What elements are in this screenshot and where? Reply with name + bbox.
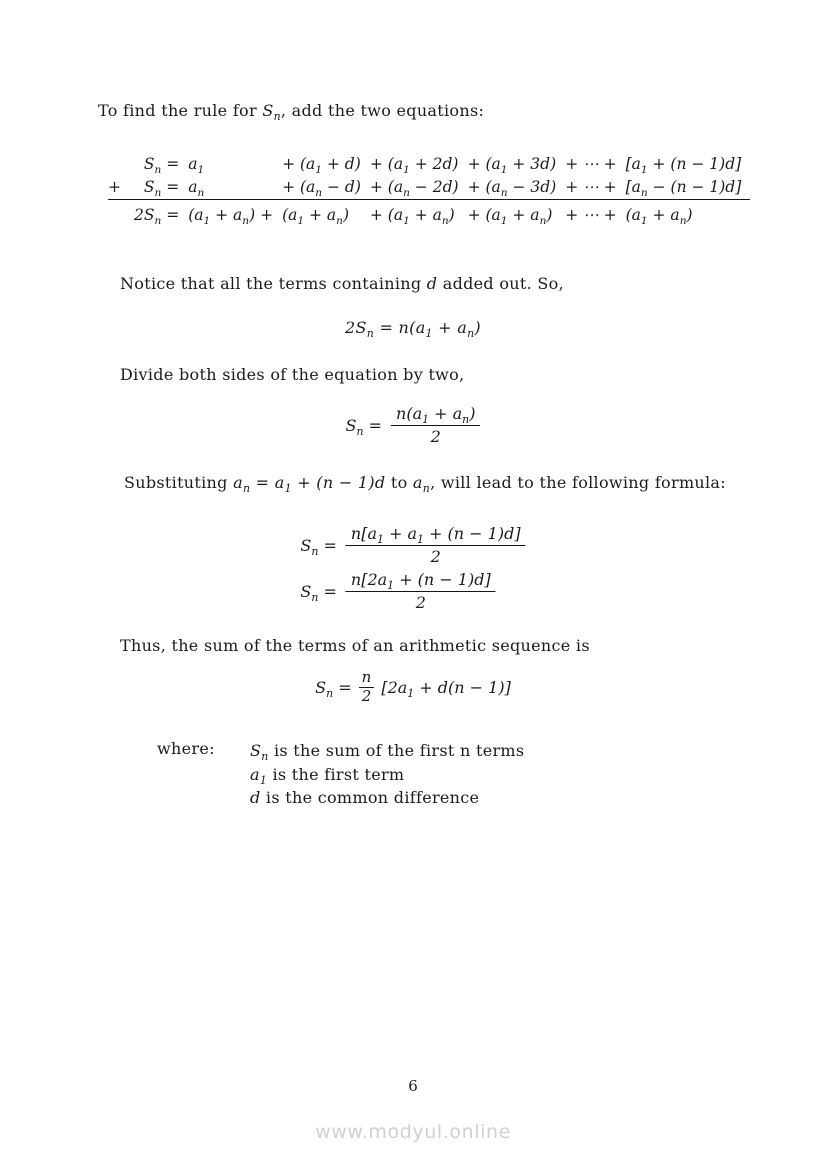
divide-paragraph: Divide both sides of the equation by two, [120,365,465,384]
equation-cell: $(a_1 + a_n)$ + [188,200,282,228]
fraction-denominator: 2 [361,686,372,705]
expanded-equation-2 [300,570,525,613]
equation-cell: $a_1$ [188,155,205,177]
equation-lhs: $S_n$ = [345,416,383,439]
equation-cell: + ⋯ + [565,200,625,228]
equation-system-table [108,153,750,227]
equation-cell: $[a_n - (n - 1)d]$ [625,178,742,200]
thus-paragraph: Thus, the sum of the terms of an arithmetic sequence is [120,636,590,655]
expanded-equation-1 [300,524,525,567]
equation-cell: $2S_n$ = [134,200,188,228]
equation-sum-row [108,200,750,228]
equation-lhs: $S_n$ = [300,582,337,605]
intro-paragraph: To find the rule for $S_n$, add the two equations: [98,101,485,124]
expanded-fraction-equations [300,524,525,613]
fraction [391,404,480,447]
fraction-numerator: $n[a_1 + a_1 + (n - 1)d]$ [346,524,526,546]
equation-rhs: $[2a_1 + d(n - 1)]$ [381,677,511,700]
equation-cell: $(a_1 + a_n)$ [282,200,370,228]
equation-cell: + [108,178,121,197]
equation-cell [108,200,134,228]
equation-cell: $S_n$ = [143,178,180,200]
equation-row [108,153,750,176]
fraction-denominator: 2 [430,427,441,446]
substituting-paragraph: Substituting $a_n = a_1 + (n - 1)d$ to $a_n$, will lead to the following formula: [124,473,726,496]
equation-cell: + ⋯ + [565,155,617,174]
equation-cell: $(a_1 + a_n)$ [626,200,751,228]
equation-cell: + $(a_1 + a_n)$ [370,200,468,228]
equation-cell: + $(a_n - d)$ [282,178,361,200]
where-label: where: [157,739,215,758]
equation-lhs: $S_n$ = [315,677,352,700]
fraction [346,570,496,613]
equation-cell: + $(a_1 + 3d)$ [467,155,557,177]
notice-paragraph: Notice that all the terms containing d added out. So, [120,274,564,293]
where-block [157,739,524,810]
fraction [359,670,375,705]
fraction-numerator: $n(a_1 + a_n)$ [391,404,480,426]
watermark: www.modyul.online [315,1121,511,1143]
fraction-numerator: $n[2a_1 + (n - 1)d]$ [346,570,496,592]
equation-cell: + $(a_1 + a_n)$ [468,200,566,228]
where-definitions [250,739,524,810]
final-formula-equation [0,670,826,705]
equation-cell: + $(a_n - 2d)$ [369,178,459,200]
equation-cell: + $(a_1 + d)$ [282,155,361,177]
fraction-denominator: 2 [415,593,426,612]
equation-cell: $[a_1 + (n - 1)d]$ [625,155,742,177]
equation-cell: + $(a_1 + 2d)$ [369,155,459,177]
equation-cell: + $(a_n - 3d)$ [467,178,557,200]
equation-lhs: $S_n$ = [300,536,337,559]
equation-cell [108,153,134,176]
equation-cell: $S_n$ = [143,155,180,177]
fraction [346,524,526,567]
where-definition: $a_1$ is the first term [250,764,405,787]
sum-equation: $2S_n = n(a_1 + a_n)$ [345,318,481,341]
sn-fraction-equation [0,404,826,447]
fraction-denominator: 2 [430,547,441,566]
where-definition: d is the common difference [250,788,480,807]
fraction-numerator: n [359,670,375,688]
equation-cell: $a_n$ [188,178,205,200]
page-number: 6 [408,1077,418,1095]
where-definition: $S_n$ is the sum of the first n terms [250,741,525,764]
equation-row [108,176,750,200]
equation-cell: + ⋯ + [565,178,617,197]
